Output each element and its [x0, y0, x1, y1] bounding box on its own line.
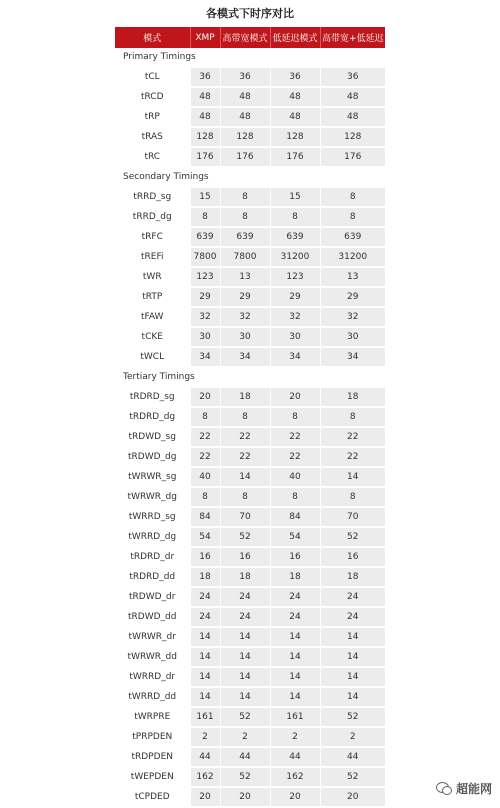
- timing-value-cell: 24: [190, 607, 220, 627]
- page-title: 各模式下时序对比: [206, 7, 294, 20]
- timing-name-cell: tRDWD_dg: [115, 447, 190, 467]
- table-row: [115, 547, 385, 567]
- timing-value-cell: 44: [320, 747, 385, 767]
- column-header-high-bandwidth: 高带宽模式: [220, 27, 270, 48]
- timing-value-cell: 34: [220, 347, 270, 367]
- timing-value-cell: 29: [270, 287, 320, 307]
- table-row: [115, 247, 385, 267]
- table-row: [115, 767, 385, 787]
- timing-value-cell: 2: [270, 727, 320, 747]
- timing-value-cell: 31200: [320, 247, 385, 267]
- timing-value-cell: 22: [190, 447, 220, 467]
- timing-value-cell: 16: [270, 547, 320, 567]
- timing-value-cell: 52: [220, 527, 270, 547]
- timing-value-cell: 24: [220, 587, 270, 607]
- timing-value-cell: 30: [220, 327, 270, 347]
- table-row: [115, 627, 385, 647]
- timing-value-cell: 16: [320, 547, 385, 567]
- table-row: [115, 647, 385, 667]
- timing-value-cell: 7800: [220, 247, 270, 267]
- timing-name-cell: tWRWR_dd: [115, 647, 190, 667]
- timing-value-cell: 84: [270, 507, 320, 527]
- table-row: [115, 787, 385, 807]
- timing-value-cell: 162: [270, 767, 320, 787]
- watermark: [436, 780, 492, 797]
- timing-value-cell: 128: [320, 127, 385, 147]
- timing-value-cell: 13: [220, 267, 270, 287]
- table-row: [115, 227, 385, 247]
- timing-value-cell: 48: [270, 87, 320, 107]
- timing-value-cell: 14: [190, 667, 220, 687]
- timing-value-cell: 8: [270, 487, 320, 507]
- timing-name-cell: tRTP: [115, 287, 190, 307]
- timing-name-cell: tWRWR_dr: [115, 627, 190, 647]
- timing-name-cell: tRDWD_dd: [115, 607, 190, 627]
- timing-value-cell: 30: [190, 327, 220, 347]
- timing-value-cell: 176: [220, 147, 270, 167]
- timing-value-cell: 14: [220, 647, 270, 667]
- timings-table: [115, 27, 385, 808]
- timing-value-cell: 639: [320, 227, 385, 247]
- timing-value-cell: 22: [270, 447, 320, 467]
- timing-value-cell: 13: [320, 267, 385, 287]
- timing-name-cell: tFAW: [115, 307, 190, 327]
- timing-value-cell: 14: [220, 687, 270, 707]
- table-row: [115, 527, 385, 547]
- timing-value-cell: 40: [270, 467, 320, 487]
- section-header-row: [115, 167, 385, 187]
- timing-value-cell: 8: [190, 487, 220, 507]
- section-title: Secondary Timings: [115, 167, 385, 187]
- timing-value-cell: 18: [320, 387, 385, 407]
- timing-value-cell: 128: [270, 127, 320, 147]
- timing-value-cell: 8: [220, 187, 270, 207]
- timing-value-cell: 14: [320, 627, 385, 647]
- timing-name-cell: tRDWD_sg: [115, 427, 190, 447]
- timing-value-cell: 54: [190, 527, 220, 547]
- timing-value-cell: 14: [220, 467, 270, 487]
- timing-value-cell: 22: [190, 427, 220, 447]
- watermark-text: 超能网: [455, 782, 492, 796]
- table-row: [115, 687, 385, 707]
- table-row: [115, 487, 385, 507]
- timing-value-cell: 48: [190, 87, 220, 107]
- timing-value-cell: 176: [270, 147, 320, 167]
- timing-value-cell: 54: [270, 527, 320, 547]
- timing-value-cell: 36: [320, 67, 385, 87]
- timing-name-cell: tRC: [115, 147, 190, 167]
- timing-value-cell: 18: [220, 387, 270, 407]
- timing-value-cell: 8: [190, 407, 220, 427]
- timing-value-cell: 639: [190, 227, 220, 247]
- table-row: [115, 667, 385, 687]
- timing-name-cell: tRDWD_dr: [115, 587, 190, 607]
- timing-value-cell: 18: [320, 567, 385, 587]
- table-row: [115, 727, 385, 747]
- timing-value-cell: 14: [320, 687, 385, 707]
- table-row: [115, 107, 385, 127]
- timing-value-cell: 29: [190, 287, 220, 307]
- timing-name-cell: tWRRD_dd: [115, 687, 190, 707]
- timing-value-cell: 8: [320, 407, 385, 427]
- timing-value-cell: 24: [190, 587, 220, 607]
- timing-name-cell: tWRRD_dr: [115, 667, 190, 687]
- timing-value-cell: 639: [270, 227, 320, 247]
- timing-value-cell: 176: [320, 147, 385, 167]
- section-title: Primary Timings: [115, 48, 385, 67]
- timing-name-cell: tRRD_dg: [115, 207, 190, 227]
- timing-value-cell: 48: [190, 107, 220, 127]
- timing-value-cell: 14: [270, 647, 320, 667]
- timing-value-cell: 48: [220, 87, 270, 107]
- timing-value-cell: 40: [190, 467, 220, 487]
- timing-value-cell: 32: [270, 307, 320, 327]
- timing-value-cell: 36: [220, 67, 270, 87]
- timing-value-cell: 31200: [270, 247, 320, 267]
- timing-value-cell: 34: [270, 347, 320, 367]
- timing-value-cell: 14: [270, 687, 320, 707]
- timing-value-cell: 36: [190, 67, 220, 87]
- timing-name-cell: tWRWR_sg: [115, 467, 190, 487]
- timing-name-cell: tWRRD_dg: [115, 527, 190, 547]
- timing-value-cell: 15: [190, 187, 220, 207]
- table-row: [115, 747, 385, 767]
- timing-value-cell: 24: [270, 607, 320, 627]
- table-row: [115, 587, 385, 607]
- timing-name-cell: tRDRD_dr: [115, 547, 190, 567]
- timing-value-cell: 18: [270, 567, 320, 587]
- table-row: [115, 567, 385, 587]
- timing-value-cell: 14: [320, 667, 385, 687]
- timing-value-cell: 48: [320, 107, 385, 127]
- timing-value-cell: 14: [220, 627, 270, 647]
- timing-name-cell: tRAS: [115, 127, 190, 147]
- table-row: [115, 327, 385, 347]
- timing-value-cell: 8: [270, 407, 320, 427]
- timing-value-cell: 18: [190, 567, 220, 587]
- timing-value-cell: 22: [320, 447, 385, 467]
- timing-value-cell: 14: [320, 647, 385, 667]
- table-row: [115, 427, 385, 447]
- table-header-row: [115, 27, 385, 48]
- timing-name-cell: tRDRD_dd: [115, 567, 190, 587]
- timing-value-cell: 8: [220, 407, 270, 427]
- timing-value-cell: 14: [320, 467, 385, 487]
- timing-value-cell: 8: [320, 487, 385, 507]
- timing-value-cell: 48: [320, 87, 385, 107]
- table-row: [115, 287, 385, 307]
- table-row: [115, 307, 385, 327]
- timing-name-cell: tPRPDEN: [115, 727, 190, 747]
- timing-name-cell: tCL: [115, 67, 190, 87]
- table-row: [115, 387, 385, 407]
- timing-value-cell: 123: [190, 267, 220, 287]
- timing-name-cell: tRDPDEN: [115, 747, 190, 767]
- timing-value-cell: 14: [270, 627, 320, 647]
- timing-name-cell: tCPDED: [115, 787, 190, 807]
- timing-value-cell: 52: [220, 767, 270, 787]
- timing-value-cell: 20: [190, 387, 220, 407]
- timing-value-cell: 22: [220, 427, 270, 447]
- table-row: [115, 707, 385, 727]
- timing-value-cell: 34: [320, 347, 385, 367]
- timing-value-cell: 44: [270, 747, 320, 767]
- timing-name-cell: tRDRD_dg: [115, 407, 190, 427]
- timing-name-cell: tREFi: [115, 247, 190, 267]
- timing-name-cell: tWRWR_dg: [115, 487, 190, 507]
- timing-value-cell: 70: [320, 507, 385, 527]
- timing-name-cell: tRFC: [115, 227, 190, 247]
- timing-value-cell: 161: [190, 707, 220, 727]
- timing-name-cell: tCKE: [115, 327, 190, 347]
- table-row: [115, 127, 385, 147]
- timing-name-cell: tRP: [115, 107, 190, 127]
- timing-value-cell: 52: [320, 707, 385, 727]
- timing-value-cell: 30: [320, 327, 385, 347]
- timing-value-cell: 7800: [190, 247, 220, 267]
- table-row: [115, 407, 385, 427]
- timing-value-cell: 24: [320, 607, 385, 627]
- timing-value-cell: 8: [270, 207, 320, 227]
- table-row: [115, 607, 385, 627]
- timing-value-cell: 44: [190, 747, 220, 767]
- timing-value-cell: 128: [220, 127, 270, 147]
- column-header-high-bandwidth-low-latency: 高带宽+低延迟: [320, 27, 385, 48]
- timing-name-cell: tRRD_sg: [115, 187, 190, 207]
- timing-value-cell: 16: [220, 547, 270, 567]
- table-row: [115, 447, 385, 467]
- timing-value-cell: 32: [190, 307, 220, 327]
- timing-name-cell: tWCL: [115, 347, 190, 367]
- timing-value-cell: 20: [220, 787, 270, 807]
- timing-value-cell: 20: [190, 787, 220, 807]
- timing-value-cell: 128: [190, 127, 220, 147]
- timing-value-cell: 52: [320, 767, 385, 787]
- timing-value-cell: 30: [270, 327, 320, 347]
- timing-value-cell: 2: [220, 727, 270, 747]
- timing-name-cell: tWEPDEN: [115, 767, 190, 787]
- timing-name-cell: tWRPRE: [115, 707, 190, 727]
- timing-name-cell: tRDRD_sg: [115, 387, 190, 407]
- table-body: [115, 48, 385, 807]
- column-header-xmp: XMP: [190, 27, 220, 48]
- timing-value-cell: 20: [270, 387, 320, 407]
- timing-value-cell: 18: [220, 567, 270, 587]
- table-row: [115, 67, 385, 87]
- timing-value-cell: 14: [190, 627, 220, 647]
- table-row: [115, 467, 385, 487]
- timing-value-cell: 70: [220, 507, 270, 527]
- table-row: [115, 507, 385, 527]
- timing-value-cell: 639: [220, 227, 270, 247]
- timing-value-cell: 2: [190, 727, 220, 747]
- section-title: Tertiary Timings: [115, 367, 385, 387]
- table-row: [115, 147, 385, 167]
- timing-value-cell: 52: [320, 527, 385, 547]
- timing-value-cell: 14: [190, 647, 220, 667]
- table-row: [115, 267, 385, 287]
- timing-name-cell: tRCD: [115, 87, 190, 107]
- timing-value-cell: 176: [190, 147, 220, 167]
- timing-value-cell: 8: [220, 207, 270, 227]
- timing-value-cell: 8: [220, 487, 270, 507]
- timing-value-cell: 16: [190, 547, 220, 567]
- timing-value-cell: 161: [270, 707, 320, 727]
- timing-value-cell: 48: [270, 107, 320, 127]
- timing-value-cell: 29: [320, 287, 385, 307]
- column-header-mode: 模式: [115, 27, 190, 48]
- timing-value-cell: 2: [320, 727, 385, 747]
- table-row: [115, 87, 385, 107]
- timing-name-cell: tWRRD_sg: [115, 507, 190, 527]
- column-header-low-latency: 低延迟模式: [270, 27, 320, 48]
- timing-value-cell: 36: [270, 67, 320, 87]
- timing-value-cell: 20: [270, 787, 320, 807]
- timing-value-cell: 22: [270, 427, 320, 447]
- timing-value-cell: 24: [270, 587, 320, 607]
- timing-value-cell: 24: [320, 587, 385, 607]
- timing-value-cell: 15: [270, 187, 320, 207]
- timing-value-cell: 52: [220, 707, 270, 727]
- timing-name-cell: tWR: [115, 267, 190, 287]
- section-header-row: [115, 367, 385, 387]
- timing-value-cell: 123: [270, 267, 320, 287]
- timing-value-cell: 22: [220, 447, 270, 467]
- section-header-row: [115, 48, 385, 67]
- table-row: [115, 207, 385, 227]
- timing-value-cell: 24: [220, 607, 270, 627]
- timing-value-cell: 22: [320, 427, 385, 447]
- table-row: [115, 347, 385, 367]
- timing-value-cell: 32: [220, 307, 270, 327]
- timing-value-cell: 14: [270, 667, 320, 687]
- table-row: [115, 187, 385, 207]
- timing-value-cell: 162: [190, 767, 220, 787]
- wechat-icon: [436, 782, 452, 795]
- timing-value-cell: 84: [190, 507, 220, 527]
- timing-value-cell: 29: [220, 287, 270, 307]
- timing-value-cell: 48: [220, 107, 270, 127]
- timing-value-cell: 8: [190, 207, 220, 227]
- timing-value-cell: 34: [190, 347, 220, 367]
- timing-value-cell: 8: [320, 207, 385, 227]
- timing-value-cell: 44: [220, 747, 270, 767]
- timing-value-cell: 20: [320, 787, 385, 807]
- timing-value-cell: 14: [190, 687, 220, 707]
- timing-value-cell: 32: [320, 307, 385, 327]
- timing-value-cell: 14: [220, 667, 270, 687]
- timing-value-cell: 8: [320, 187, 385, 207]
